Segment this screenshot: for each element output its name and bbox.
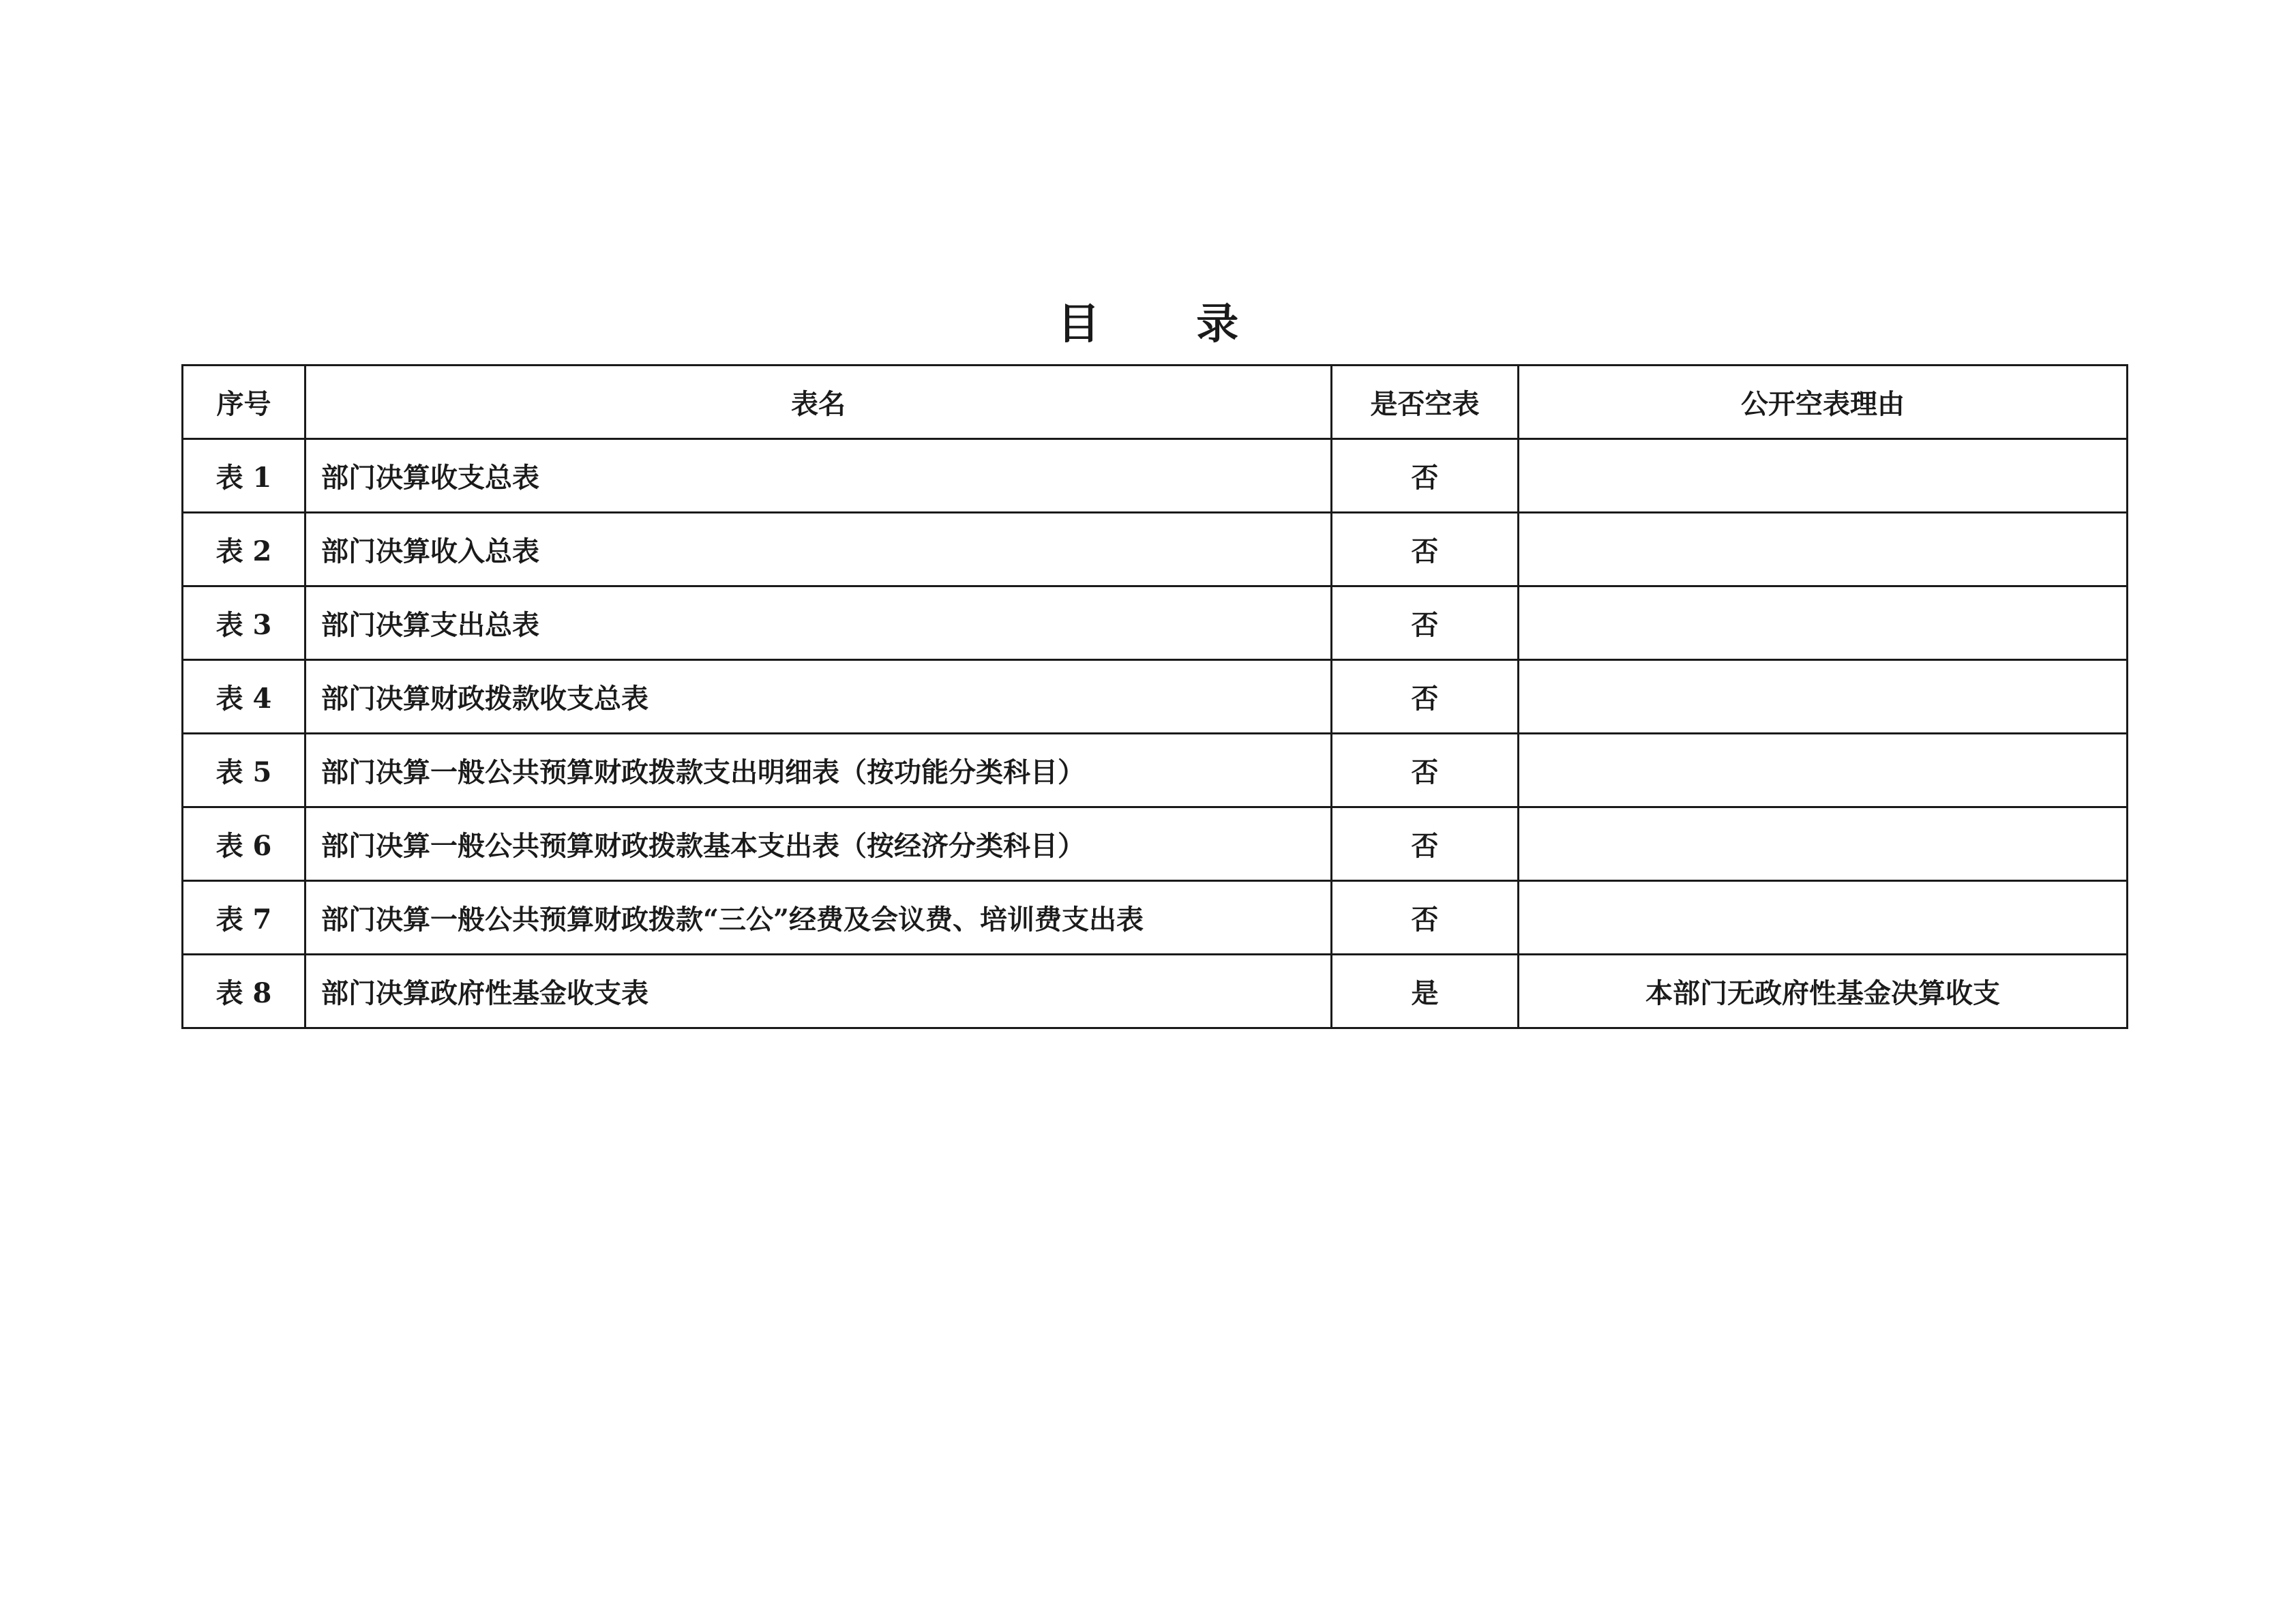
row-empty-reason: 本部门无政府性基金决算收支 — [1519, 955, 2128, 1028]
row-index: 表 1 — [183, 439, 305, 513]
row-table-name: 部门决算一般公共预算财政拨款基本支出表（按经济分类科目） — [305, 807, 1332, 881]
row-is-empty: 否 — [1332, 660, 1519, 734]
row-empty-reason — [1519, 586, 2128, 660]
row-is-empty: 否 — [1332, 586, 1519, 660]
row-index: 表 7 — [183, 881, 305, 955]
table-header-row — [183, 366, 2128, 439]
row-table-name: 部门决算收入总表 — [305, 513, 1332, 586]
row-empty-reason — [1519, 513, 2128, 586]
table-row — [183, 586, 2128, 660]
row-empty-reason — [1519, 734, 2128, 807]
row-index: 表 3 — [183, 586, 305, 660]
row-table-name: 部门决算政府性基金收支表 — [305, 955, 1332, 1028]
row-index: 表 5 — [183, 734, 305, 807]
row-is-empty: 否 — [1332, 734, 1519, 807]
row-index: 表 6 — [183, 807, 305, 881]
row-is-empty: 否 — [1332, 439, 1519, 513]
header-index: 序号 — [183, 366, 305, 439]
table-row — [183, 660, 2128, 734]
row-index: 表 4 — [183, 660, 305, 734]
table-row — [183, 513, 2128, 586]
table-of-contents — [181, 364, 2128, 1029]
page-title: 目 录 — [1057, 299, 1280, 348]
header-table-name: 表名 — [305, 366, 1332, 439]
row-empty-reason — [1519, 439, 2128, 513]
row-table-name: 部门决算收支总表 — [305, 439, 1332, 513]
row-is-empty: 是 — [1332, 955, 1519, 1028]
row-is-empty: 否 — [1332, 881, 1519, 955]
row-table-name: 部门决算支出总表 — [305, 586, 1332, 660]
row-table-name: 部门决算一般公共预算财政拨款“三公”经费及会议费、培训费支出表 — [305, 881, 1332, 955]
table-row — [183, 734, 2128, 807]
header-is-empty: 是否空表 — [1332, 366, 1519, 439]
row-index: 表 8 — [183, 955, 305, 1028]
row-table-name: 部门决算一般公共预算财政拨款支出明细表（按功能分类科目） — [305, 734, 1332, 807]
row-empty-reason — [1519, 660, 2128, 734]
row-index: 表 2 — [183, 513, 305, 586]
table-row — [183, 807, 2128, 881]
row-empty-reason — [1519, 807, 2128, 881]
row-empty-reason — [1519, 881, 2128, 955]
table-row — [183, 955, 2128, 1028]
table-row — [183, 881, 2128, 955]
row-is-empty: 否 — [1332, 807, 1519, 881]
row-is-empty: 否 — [1332, 513, 1519, 586]
row-table-name: 部门决算财政拨款收支总表 — [305, 660, 1332, 734]
table-row — [183, 439, 2128, 513]
header-empty-reason: 公开空表理由 — [1519, 366, 2128, 439]
